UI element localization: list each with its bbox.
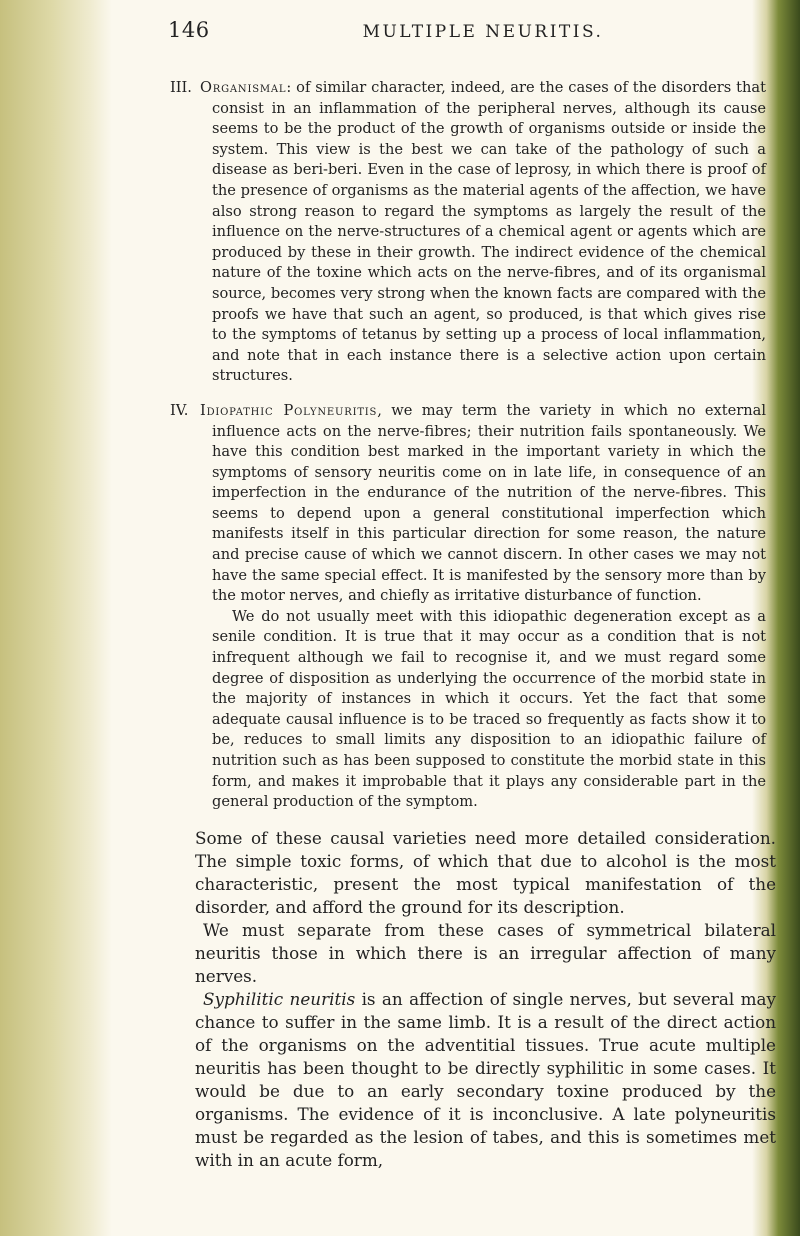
section-idiopathic-polyneuritis bbox=[170, 401, 766, 813]
section-numeral: IV. bbox=[170, 401, 189, 419]
left-page-bleed bbox=[0, 0, 112, 1236]
section-paragraph bbox=[200, 401, 766, 607]
section-text: : of similar character, indeed, are the cases of the disorders that consist in an inflammation of the peripheral nerves, although its cause seems to be the product of the growth of organisms outside or inside the system. This view is the best we can take of the pathology of such a disease as beri-beri. Even in the case of leprosy, in which there is proof of the presence of organisms as the material agents of the affection, we have also strong reason to regard the symptoms as largely the result of the influence on the nerve-structures of a chemical agent or agents which are produced by these in their growth. The indirect evidence of the chemical nature of the toxine which acts on the nerve-fibres, and of its organismal source, becomes very strong when the known facts are compared with the proofs we have that such an agent, so produced, is that which gives rise to the symptoms of tetanus by setting up a process of local inflammation, and note that in each instance there is a selective action upon certain structures. bbox=[212, 79, 766, 385]
book-page bbox=[168, 18, 776, 1172]
section-paragraph bbox=[200, 78, 766, 387]
running-title: MULTIPLE NEURITIS. bbox=[362, 22, 604, 42]
closing-text bbox=[195, 827, 776, 1172]
section-numeral: III. bbox=[170, 79, 192, 96]
paragraph-syphilitic-neuritis bbox=[195, 988, 776, 1172]
section-text: , we may term the variety in which no external influence acts on the nerve-fibres; their nutrition fails spontaneously. We have this condition best marked in the important variety in which the symptoms of sensory neuritis come on in late life, in consequence of an imperfection in the endurance of the nutrition of the nerve-fibres. This seems to depend upon a general constitutional imperfection which manifests itself in this particular direction for some reason, the nature and precise cause of which we cannot discern. In other cases we may not have the same special effect. It is manifested by the sensory more than by the motor nerves, and chiefly as irritative disturbance of function. bbox=[212, 401, 766, 605]
syphilitic-neuritis-text: is an affection of single nerves, but several may chance to suffer in the same limb. It is a result of the direct action of the organisms on the adventitial tissues. True acute multiple neuritis has been thought to be directly syphilitic in some cases. It would be due to an early secondary toxine produced by the organisms. The evidence of it is inconclusive. A late polyneuritis must be regarded as the lesion of tabes, and this is sometimes met with in an acute form, bbox=[195, 988, 776, 1170]
paragraph-bilateral-neuritis: We must separate from these cases of symmetrical bilateral neuritis those in which there is an irregular affection of many nerves. bbox=[195, 919, 776, 986]
page-header bbox=[168, 18, 766, 64]
section-organismal bbox=[170, 78, 766, 387]
section-continuation: We do not usually meet with this idiopathic degeneration except as a senile condition. It is true that it may occur as a condition that is not infrequent although we fail to recognise it, and we must regard some degree of disposition as underlying the occurrence of the morbid state in the majority of instances in which it occurs. Yet the fact that some adequate causal influence is to be traced so frequently as facts show it to be, reduces to small limits any disposition to an idiopathic failure of nutrition such as has been supposed to constitute the morbid state in this form, and makes it improbable that it plays any considerable part in the general production of the symptom. bbox=[212, 607, 766, 811]
paragraph-causal-varieties: Some of these causal varieties need more detailed consideration. The simple toxic forms, of which that due to alcohol is the most characteristic, present the most typical manifestation of the disorder, and afford the ground for its description. bbox=[195, 827, 776, 917]
section-heading: Idiopathic Polyneuritis bbox=[200, 401, 378, 419]
syphilitic-neuritis-term: Syphilitic neuritis bbox=[203, 988, 356, 1009]
page-number: 146 bbox=[168, 18, 210, 42]
section-heading: Organismal bbox=[200, 79, 287, 96]
